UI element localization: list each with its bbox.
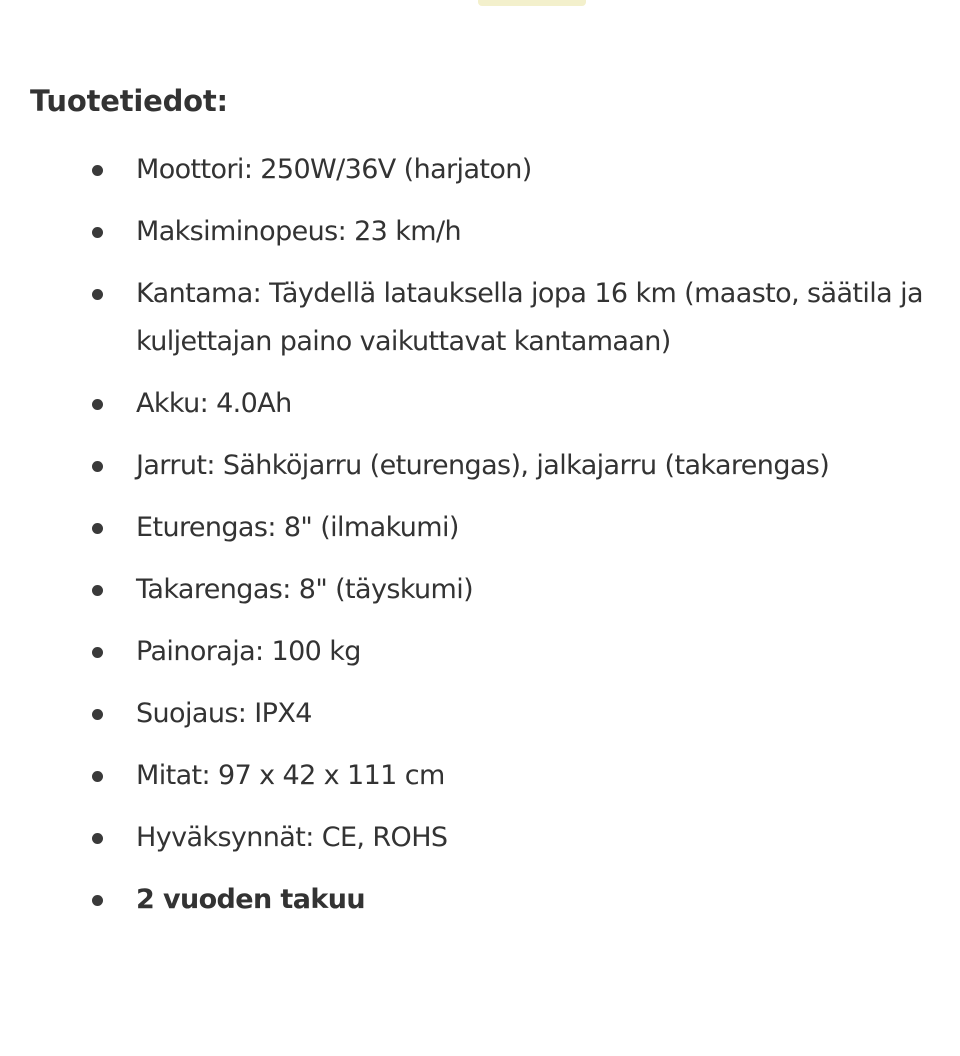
spec-list bbox=[30, 146, 940, 924]
spec-item-approvals bbox=[30, 814, 940, 862]
bullet-icon bbox=[92, 523, 103, 534]
spec-text: Jarrut: Sähköjarru (eturengas), jalkajarru (takarengas) bbox=[136, 450, 830, 481]
section-heading: Tuotetiedot: bbox=[30, 84, 228, 118]
spec-item-motor bbox=[30, 146, 940, 194]
bullet-icon bbox=[92, 833, 103, 844]
bullet-icon bbox=[92, 771, 103, 782]
spec-text: Kantama: Täydellä latauksella jopa 16 km (maasto, säätila ja kuljettajan paino vaikuttavat kantamaan) bbox=[136, 278, 923, 357]
bullet-icon bbox=[92, 461, 103, 472]
spec-item-battery bbox=[30, 380, 940, 428]
spec-text: Eturengas: 8" (ilmakumi) bbox=[136, 512, 459, 543]
spec-text: Hyväksynnät: CE, ROHS bbox=[136, 822, 448, 853]
spec-item-max-speed bbox=[30, 208, 940, 256]
spec-item-protection bbox=[30, 690, 940, 738]
bullet-icon bbox=[92, 647, 103, 658]
bullet-icon bbox=[92, 165, 103, 176]
spec-item-range bbox=[30, 270, 940, 366]
spec-item-weight-limit bbox=[30, 628, 940, 676]
spec-text: Painoraja: 100 kg bbox=[136, 636, 361, 667]
bullet-icon bbox=[92, 399, 103, 410]
bullet-icon bbox=[92, 895, 103, 906]
spec-text: Mitat: 97 x 42 x 111 cm bbox=[136, 760, 445, 791]
product-details-section bbox=[30, 84, 940, 938]
spec-text: Maksiminopeus: 23 km/h bbox=[136, 216, 461, 247]
spec-text: Moottori: 250W/36V (harjaton) bbox=[136, 154, 532, 185]
bullet-icon bbox=[92, 709, 103, 720]
spec-item-front-tire bbox=[30, 504, 940, 552]
spec-text: Akku: 4.0Ah bbox=[136, 388, 292, 419]
top-accent-bar bbox=[478, 0, 586, 6]
spec-item-rear-tire bbox=[30, 566, 940, 614]
spec-item-warranty bbox=[30, 876, 940, 924]
bullet-icon bbox=[92, 585, 103, 596]
bullet-icon bbox=[92, 227, 103, 238]
spec-text: Takarengas: 8" (täyskumi) bbox=[136, 574, 474, 605]
spec-item-dimensions bbox=[30, 752, 940, 800]
spec-text: Suojaus: IPX4 bbox=[136, 698, 312, 729]
spec-text: 2 vuoden takuu bbox=[136, 884, 365, 915]
spec-item-brakes bbox=[30, 442, 940, 490]
bullet-icon bbox=[92, 289, 103, 300]
